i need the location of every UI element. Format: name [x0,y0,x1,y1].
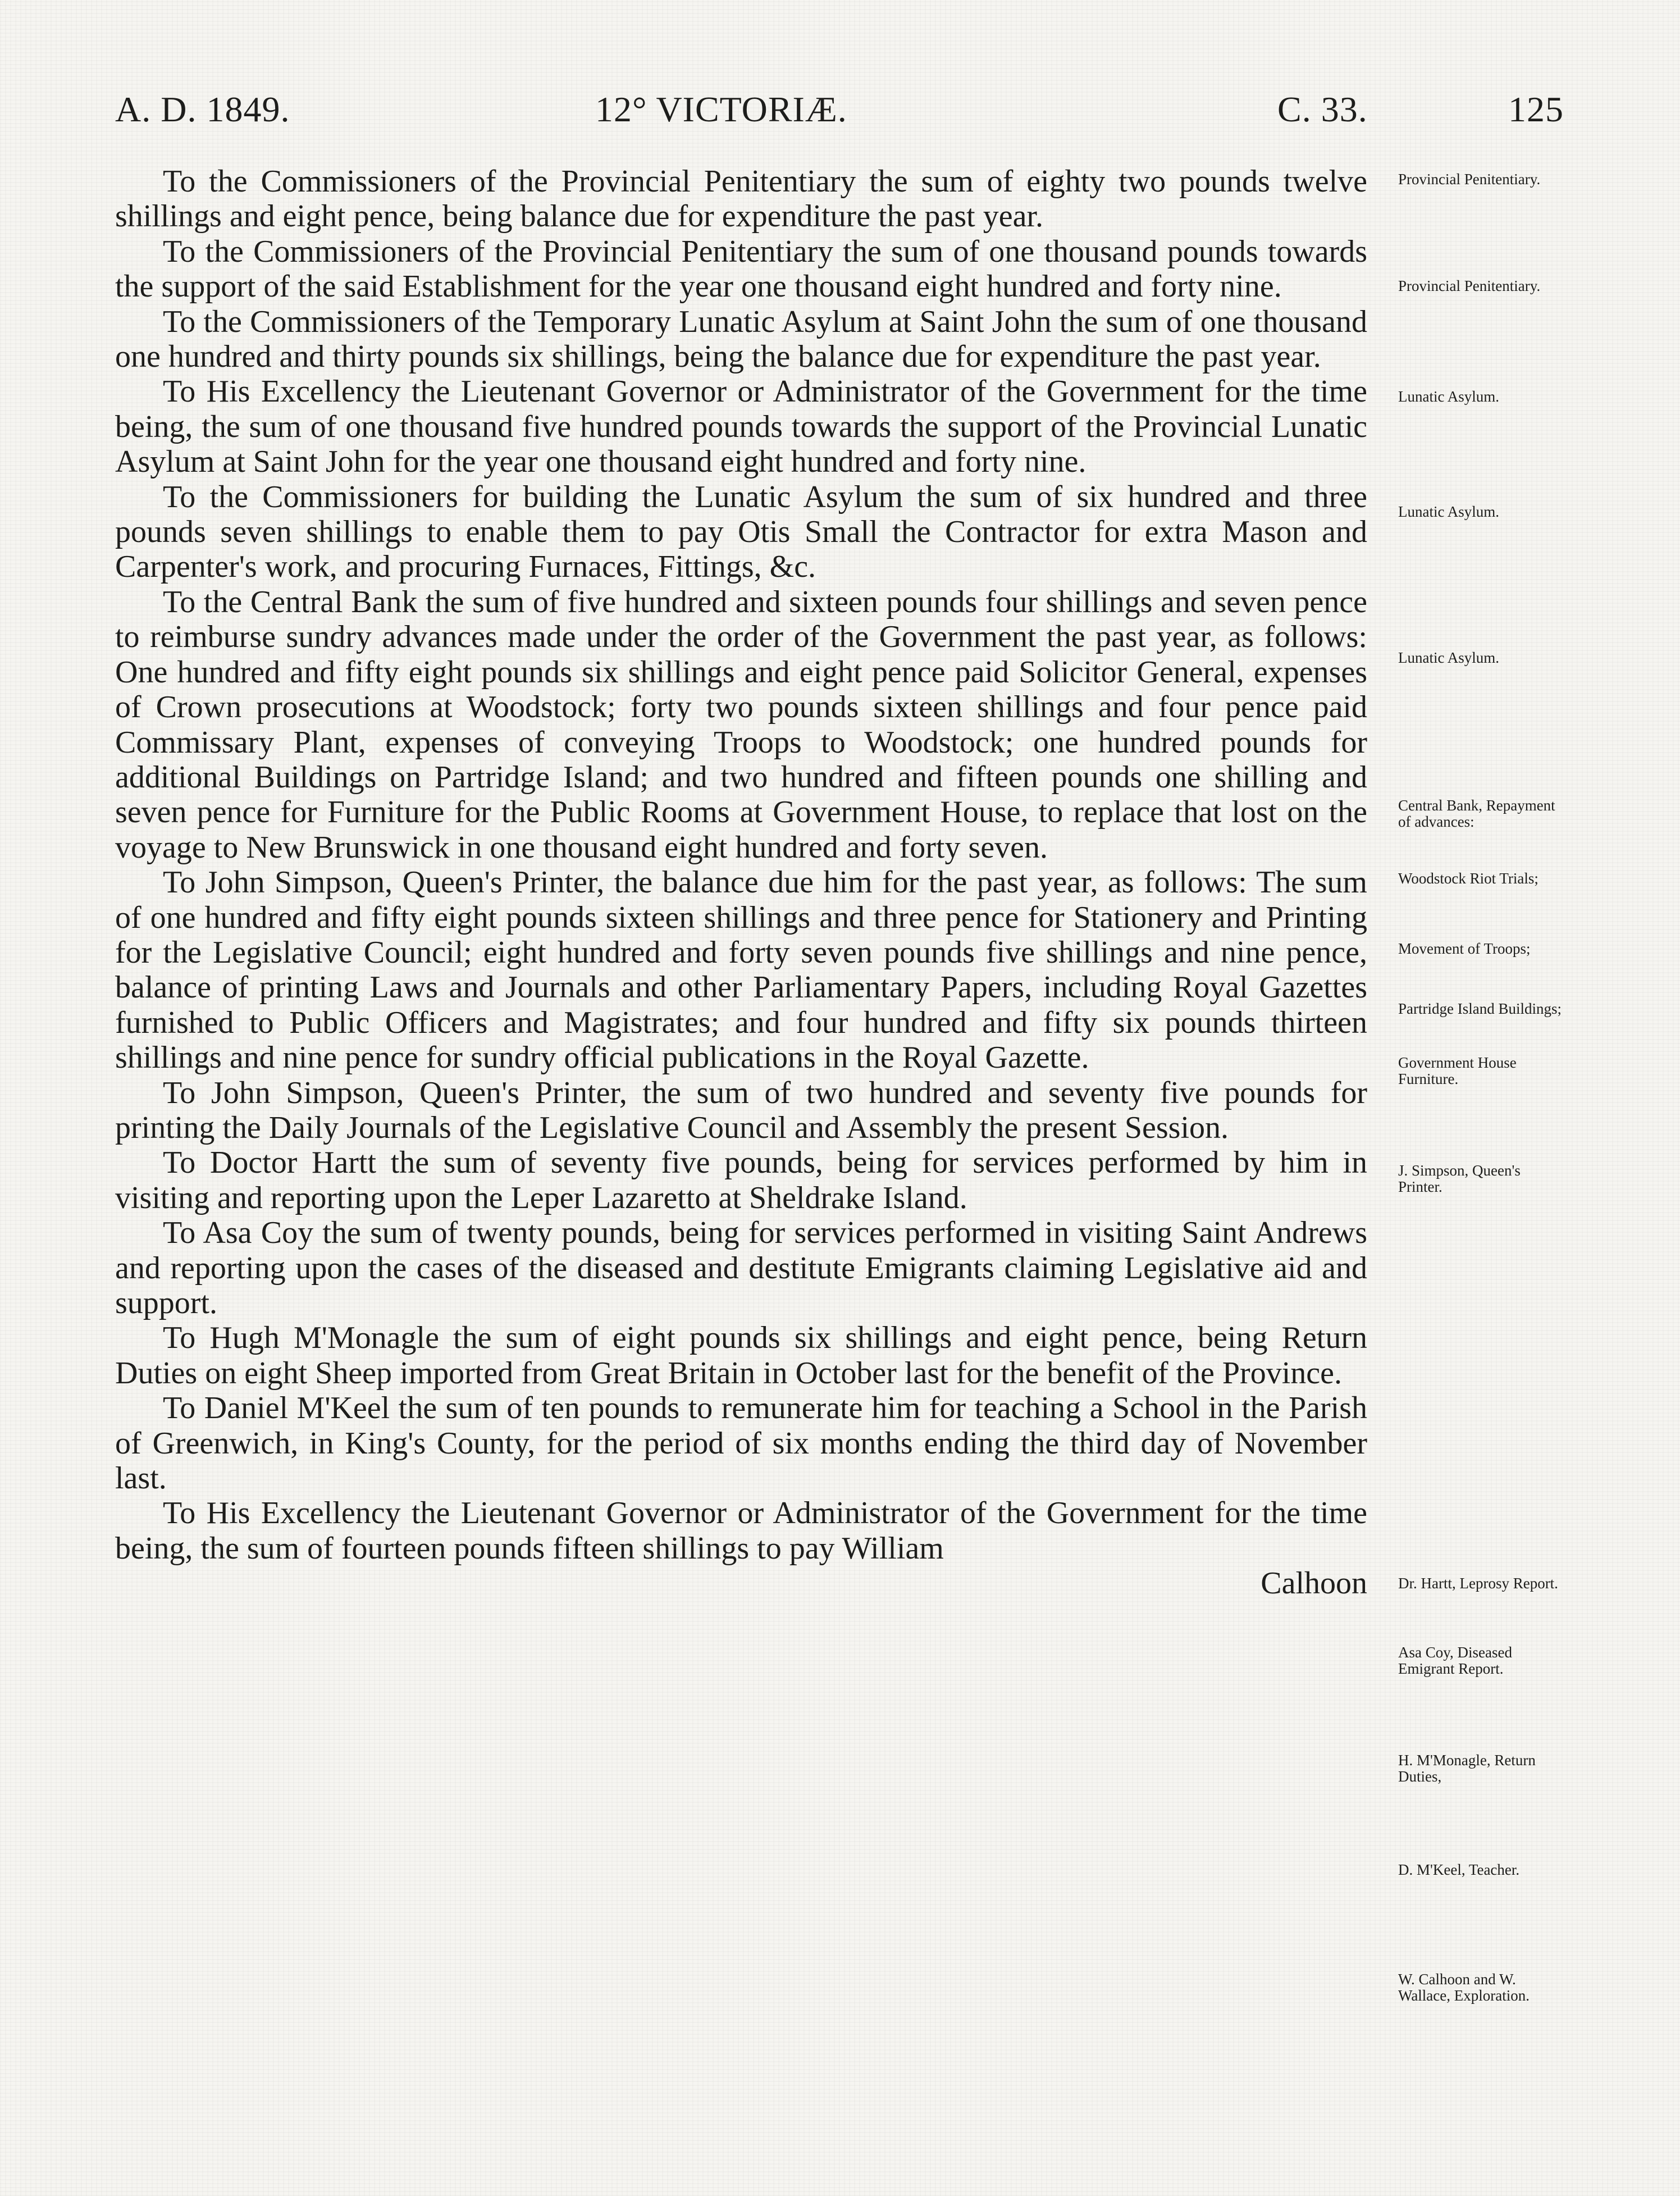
appropriation-entry: To the Commissioners of the Provincial Penitentiary the sum of eighty two pounds twelve shillings and eight pence, being balance due for expenditure the past year. [115,164,1367,234]
appropriation-entry: To Daniel M'Keel the sum of ten pounds to remunerate him for teaching a School in the Parish of Greenwich, in King's County, for the period of six months ending the third day of November last. [115,1391,1367,1496]
margin-note: Provincial Penitentiary. [1398,277,1541,294]
margin-note: Central Bank, Repayment of advances: [1398,797,1555,830]
margin-note: Woodstock Riot Trials; [1398,870,1539,887]
margin-note: D. M'Keel, Teacher. [1398,1861,1520,1878]
running-header [115,89,1564,139]
margin-note: Provincial Penitentiary. [1398,171,1541,188]
margin-note: Movement of Troops; [1398,940,1531,957]
margin-note: J. Simpson, Queen's Printer. [1398,1162,1521,1195]
header-reign: 12° VICTORIÆ. [595,89,847,129]
appropriation-entry: To John Simpson, Queen's Printer, the sum of two hundred and seventy five pounds for printing the Daily Journals of the Legislative Council and Assembly the present Session. [115,1075,1367,1145]
margin-note: Dr. Hartt, Leprosy Report. [1398,1575,1558,1592]
header-year: A. D. 1849. [115,89,290,129]
appropriation-entry: To His Excellency the Lieutenant Governor or Administrator of the Government for the time being, the sum of fourteen pounds fifteen shillings to pay William [115,1496,1367,1566]
margin-note: H. M'Monagle, Return Duties, [1398,1752,1536,1785]
appropriation-entry: To the Central Bank the sum of five hundred and sixteen pounds four shillings and seven pence to reimburse sundry advances made under the order of the Government the past year, as follows: One hundred and fifty eight pounds six shillings and eight pence paid Solicitor General, expenses of Crown prosecutions at Woodstock; forty two pounds sixteen shillings and four pence paid Commissary Plant, expenses of conveying Troops to Woodstock; one hundred pounds for additional Buildings on Partridge Island; and two hundred and fifteen pounds one shilling and seven pence for Furniture for the Public Rooms at Government House, to replace that lost on the voyage to New Brunswick in one thousand eight hundred and forty seven. [115,584,1367,865]
catchword: Calhoon [1261,1566,1367,1601]
appropriation-entry: To Hugh M'Monagle the sum of eight pounds six shillings and eight pence, being Return Duties on eight Sheep imported from Great Britain in October last for the benefit of the Province. [115,1320,1367,1391]
header-chapter: C. 33. [1277,89,1368,129]
appropriation-entry: To the Commissioners of the Temporary Lunatic Asylum at Saint John the sum of one thousand one hundred and thirty pounds six shillings, being the balance due for expenditure the past year. [115,304,1367,375]
body-text [115,164,1367,1601]
appropriation-entry: To John Simpson, Queen's Printer, the balance due him for the past year, as follows: The sum of one hundred and fifty eight pounds sixteen shillings and three pence for Stationery and Printing for the Legislative Council; eight hundred and forty seven pounds five shillings and nine pence, balance of printing Laws and Journals and other Parliamentary Papers, including Royal Gazettes furnished to Public Officers and Magistrates; and four hundred and fifty six pounds thirteen shillings and nine pence for sundry official publications in the Royal Gazette. [115,865,1367,1076]
margin-note: W. Calhoon and W. Wallace, Exploration. [1398,1971,1530,2004]
margin-note: Asa Coy, Diseased Emigrant Report. [1398,1644,1512,1677]
margin-note: Partridge Island Buildings; [1398,1000,1562,1017]
appropriation-entry: To His Excellency the Lieutenant Governor or Administrator of the Government for the time being, the sum of one thousand five hundred pounds towards the support of the Provincial Lunatic Asylum at Saint John for the year one thousand eight hundred and forty nine. [115,374,1367,480]
appropriation-entry: To Asa Coy the sum of twenty pounds, being for services performed in visiting Saint Andrews and reporting upon the cases of the diseased and destitute Emigrants claiming Legislative aid and support. [115,1215,1367,1320]
margin-note: Lunatic Asylum. [1398,503,1499,520]
appropriation-entry: To Doctor Hartt the sum of seventy five pounds, being for services performed by him in visiting and reporting upon the Leper Lazaretto at Sheldrake Island. [115,1145,1367,1215]
page-number: 125 [1508,89,1564,129]
margin-note: Government House Furniture. [1398,1054,1517,1087]
margin-note: Lunatic Asylum. [1398,388,1499,405]
appropriation-entry: To the Commissioners of the Provincial Penitentiary the sum of one thousand pounds towards the support of the said Establishment for the year one thousand eight hundred and forty nine. [115,234,1367,304]
appropriation-entry: To the Commissioners for building the Lunatic Asylum the sum of six hundred and three pounds seven shillings to enable them to pay Otis Small the Contractor for extra Mason and Carpenter's work, and procuring Furnaces, Fittings, &c. [115,479,1367,585]
margin-note: Lunatic Asylum. [1398,649,1499,666]
